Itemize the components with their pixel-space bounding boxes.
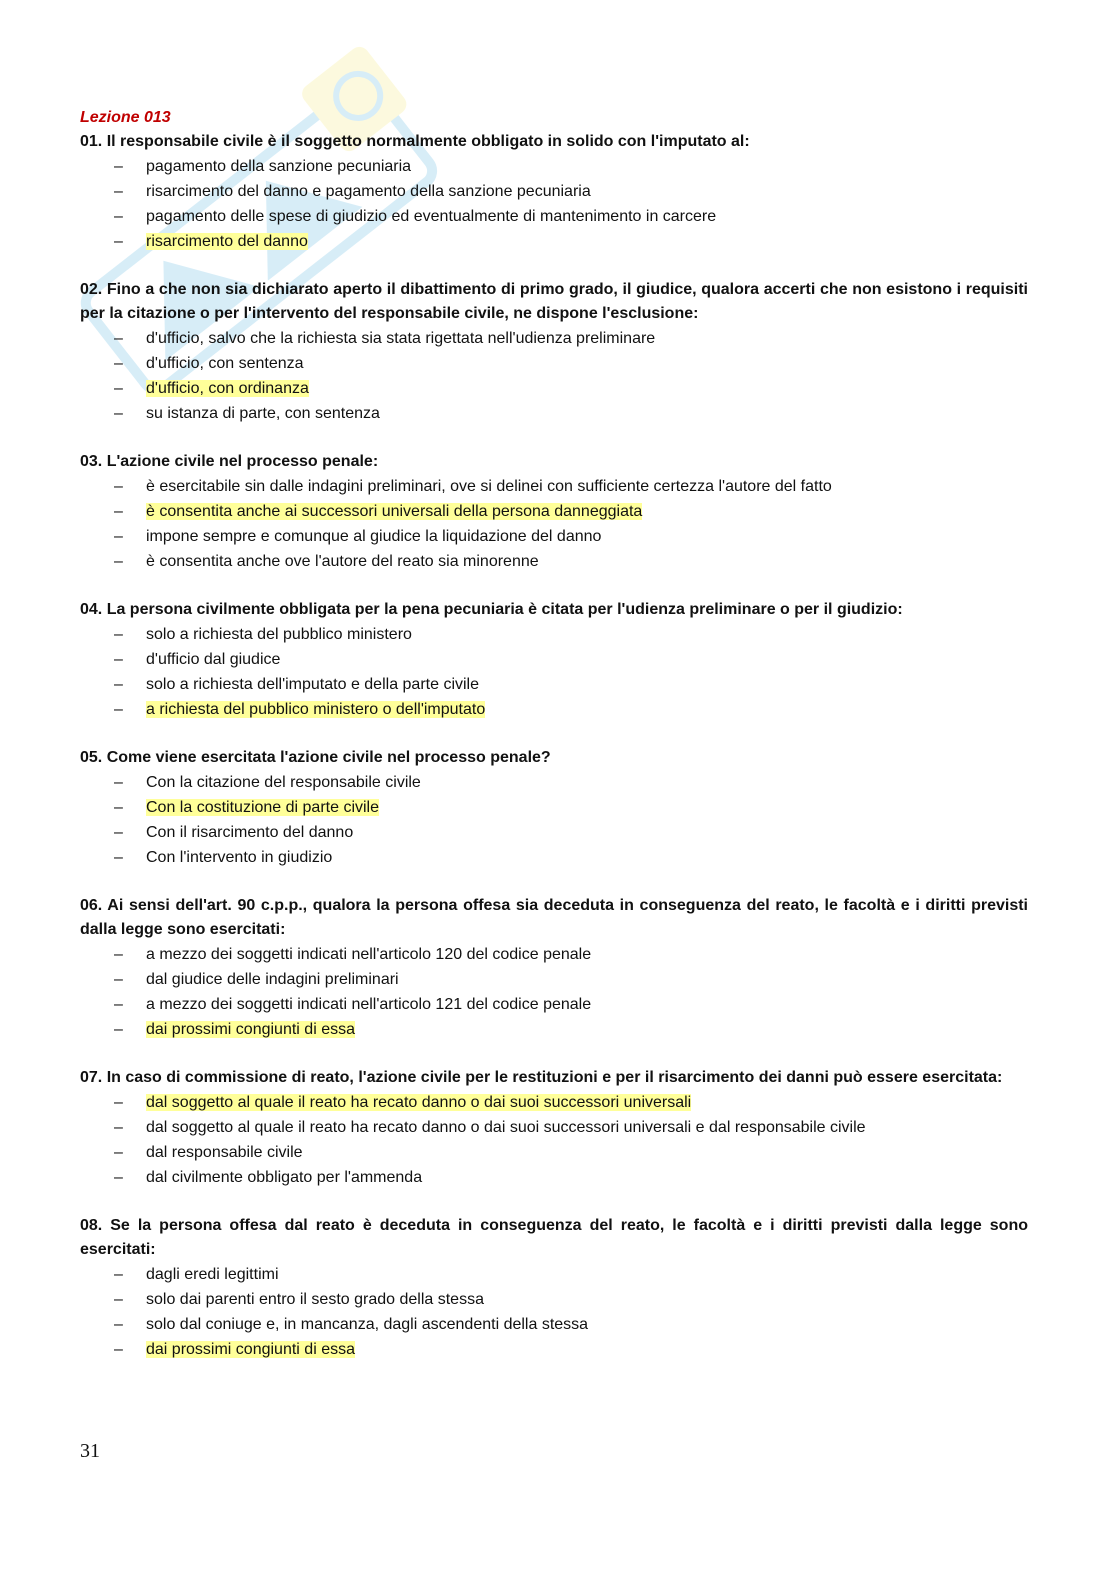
answer-option	[80, 179, 1028, 204]
answer-options	[80, 1090, 1028, 1190]
dash-bullet-icon: –	[114, 233, 123, 250]
dash-bullet-icon: –	[114, 528, 123, 545]
dash-bullet-icon: –	[114, 701, 123, 718]
answer-text: solo dal coniuge e, in mancanza, dagli ascendenti della stessa	[146, 1316, 589, 1333]
question-text: 03. L'azione civile nel processo penale:	[80, 453, 379, 470]
answer-option	[80, 376, 1028, 401]
dash-bullet-icon: –	[114, 183, 123, 200]
answer-text: dagli eredi legittimi	[146, 1266, 279, 1283]
dash-bullet-icon: –	[114, 1119, 123, 1136]
dash-bullet-icon: –	[114, 1341, 123, 1358]
answer-option	[80, 1312, 1028, 1337]
answer-option	[80, 1140, 1028, 1165]
question-item	[80, 746, 1028, 870]
question-list	[80, 130, 1028, 1362]
dash-bullet-icon: –	[114, 158, 123, 175]
question-item	[80, 1214, 1028, 1362]
answer-text: solo a richiesta dell'imputato e della parte civile	[146, 676, 480, 693]
question-item	[80, 130, 1028, 254]
answer-options	[80, 622, 1028, 722]
answer-text: d'ufficio, con sentenza	[146, 355, 304, 372]
question-text: 06. Ai sensi dell'art. 90 c.p.p., qualora la persona offesa sia deceduta in conseguenza del reato, le facoltà e i diritti previsti dalla legge sono esercitati:	[80, 897, 1028, 938]
answer-text: risarcimento del danno e pagamento della sanzione pecuniaria	[146, 183, 591, 200]
answer-text: a mezzo dei soggetti indicati nell'articolo 120 del codice penale	[146, 946, 592, 963]
answer-text: su istanza di parte, con sentenza	[146, 405, 380, 422]
answer-text: solo a richiesta del pubblico ministero	[146, 626, 412, 643]
answer-option	[80, 326, 1028, 351]
dash-bullet-icon: –	[114, 774, 123, 791]
answer-option	[80, 845, 1028, 870]
answer-option	[80, 697, 1028, 722]
answer-option	[80, 967, 1028, 992]
answer-option	[80, 351, 1028, 376]
dash-bullet-icon: –	[114, 1094, 123, 1111]
dash-bullet-icon: –	[114, 799, 123, 816]
answer-text: Con la citazione del responsabile civile	[146, 774, 421, 791]
correct-answer-text: a richiesta del pubblico ministero o dell'imputato	[146, 701, 486, 718]
answer-text: pagamento della sanzione pecuniaria	[146, 158, 412, 175]
question-text: 08. Se la persona offesa dal reato è deceduta in conseguenza del reato, le facoltà e i diritti previsti dalla legge sono esercitati:	[80, 1217, 1028, 1258]
dash-bullet-icon: –	[114, 380, 123, 397]
answer-text: Con l'intervento in giudizio	[146, 849, 333, 866]
correct-answer-text: dai prossimi congiunti di essa	[146, 1021, 355, 1038]
dash-bullet-icon: –	[114, 1021, 123, 1038]
dash-bullet-icon: –	[114, 626, 123, 643]
answer-option	[80, 549, 1028, 574]
dash-bullet-icon: –	[114, 1144, 123, 1161]
answer-options	[80, 1262, 1028, 1362]
question-item	[80, 894, 1028, 1042]
answer-option	[80, 672, 1028, 697]
answer-option	[80, 992, 1028, 1017]
answer-text: dal giudice delle indagini preliminari	[146, 971, 399, 988]
dash-bullet-icon: –	[114, 971, 123, 988]
answer-text: Con il risarcimento del danno	[146, 824, 354, 841]
answer-option	[80, 1337, 1028, 1362]
dash-bullet-icon: –	[114, 503, 123, 520]
question-text: 01. Il responsabile civile è il soggetto normalmente obbligato in solido con l'imputato al:	[80, 133, 750, 150]
dash-bullet-icon: –	[114, 824, 123, 841]
dash-bullet-icon: –	[114, 330, 123, 347]
answer-option	[80, 154, 1028, 179]
answer-text: dal responsabile civile	[146, 1144, 303, 1161]
dash-bullet-icon: –	[114, 1316, 123, 1333]
dash-bullet-icon: –	[114, 651, 123, 668]
dash-bullet-icon: –	[114, 355, 123, 372]
correct-answer-text: è consentita anche ai successori universali della persona danneggiata	[146, 503, 643, 520]
dash-bullet-icon: –	[114, 996, 123, 1013]
correct-answer-text: dai prossimi congiunti di essa	[146, 1341, 355, 1358]
answer-option	[80, 942, 1028, 967]
answer-options	[80, 942, 1028, 1042]
answer-option	[80, 204, 1028, 229]
answer-text: pagamento delle spese di giudizio ed eventualmente di mantenimento in carcere	[146, 208, 717, 225]
dash-bullet-icon: –	[114, 478, 123, 495]
correct-answer-text: d'ufficio, con ordinanza	[146, 380, 309, 397]
question-text: 05. Come viene esercitata l'azione civile nel processo penale?	[80, 749, 551, 766]
question-item	[80, 278, 1028, 426]
answer-option	[80, 1115, 1028, 1140]
correct-answer-text: Con la costituzione di parte civile	[146, 799, 380, 816]
answer-option	[80, 795, 1028, 820]
answer-option	[80, 499, 1028, 524]
answer-option	[80, 770, 1028, 795]
question-text: 04. La persona civilmente obbligata per la pena pecuniaria è citata per l'udienza preliminare o per il giudizio:	[80, 601, 903, 618]
dash-bullet-icon: –	[114, 1169, 123, 1186]
document-body	[80, 106, 1028, 1386]
question-item	[80, 598, 1028, 722]
answer-option	[80, 1165, 1028, 1190]
answer-option	[80, 1017, 1028, 1042]
answer-option	[80, 622, 1028, 647]
answer-text: impone sempre e comunque al giudice la liquidazione del danno	[146, 528, 602, 545]
answer-text: d'ufficio dal giudice	[146, 651, 281, 668]
dash-bullet-icon: –	[114, 1291, 123, 1308]
answer-option	[80, 524, 1028, 549]
answer-option	[80, 229, 1028, 254]
dash-bullet-icon: –	[114, 405, 123, 422]
dash-bullet-icon: –	[114, 1266, 123, 1283]
answer-options	[80, 154, 1028, 254]
correct-answer-text: risarcimento del danno	[146, 233, 308, 250]
dash-bullet-icon: –	[114, 553, 123, 570]
dash-bullet-icon: –	[114, 208, 123, 225]
answer-option	[80, 1262, 1028, 1287]
answer-option	[80, 820, 1028, 845]
question-text: 07. In caso di commissione di reato, l'azione civile per le restituzioni e per il risarcimento dei danni può essere esercitata:	[80, 1069, 1003, 1086]
answer-option	[80, 1090, 1028, 1115]
answer-options	[80, 474, 1028, 574]
question-item	[80, 450, 1028, 574]
answer-text: dal civilmente obbligato per l'ammenda	[146, 1169, 423, 1186]
dash-bullet-icon: –	[114, 676, 123, 693]
answer-text: dal soggetto al quale il reato ha recato danno o dai suoi successori universali e dal responsabile civile	[146, 1119, 866, 1136]
lesson-title: Lezione 013	[80, 109, 171, 126]
dash-bullet-icon: –	[114, 849, 123, 866]
answer-text: d'ufficio, salvo che la richiesta sia stata rigettata nell'udienza preliminare	[146, 330, 656, 347]
answer-options	[80, 326, 1028, 426]
answer-text: è consentita anche ove l'autore del reato sia minorenne	[146, 553, 539, 570]
answer-text: è esercitabile sin dalle indagini preliminari, ove si delinei con sufficiente certezza l'autore del fatto	[146, 478, 832, 495]
page-number: 31	[80, 1440, 100, 1462]
answer-option	[80, 647, 1028, 672]
answer-text: a mezzo dei soggetti indicati nell'articolo 121 del codice penale	[146, 996, 592, 1013]
question-item	[80, 1066, 1028, 1190]
answer-options	[80, 770, 1028, 870]
answer-option	[80, 401, 1028, 426]
answer-option	[80, 474, 1028, 499]
correct-answer-text: dal soggetto al quale il reato ha recato danno o dai suoi successori universali	[146, 1094, 692, 1111]
answer-option	[80, 1287, 1028, 1312]
answer-text: solo dai parenti entro il sesto grado della stessa	[146, 1291, 484, 1308]
question-text: 02. Fino a che non sia dichiarato aperto il dibattimento di primo grado, il giudice, qualora accerti che non esistono i requisiti per la citazione o per l'intervento del responsabile civile, ne dispone l'esclusione:	[80, 281, 1028, 322]
dash-bullet-icon: –	[114, 946, 123, 963]
